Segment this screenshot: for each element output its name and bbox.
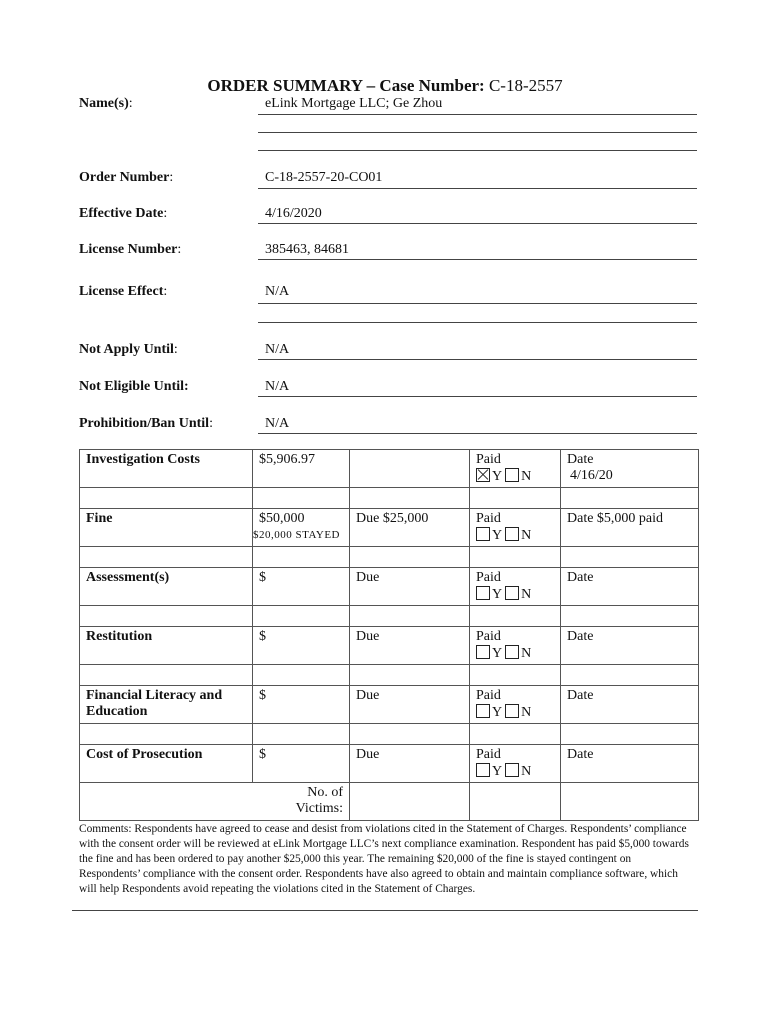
case-number: C-18-2557 <box>488 76 563 95</box>
row-amount <box>253 627 350 665</box>
paid-yes-checkbox[interactable] <box>476 763 490 777</box>
paid-checkboxes <box>476 527 554 544</box>
not-apply-line <box>258 359 697 360</box>
row-amount <box>253 509 350 547</box>
paid-label: Paid <box>476 747 501 762</box>
paid-no-checkbox[interactable] <box>505 586 519 600</box>
row-amount <box>253 450 350 488</box>
table-spacer-row <box>80 665 699 686</box>
row-date <box>561 568 699 606</box>
names-value: eLink Mortgage LLC; Ge Zhou <box>265 96 443 111</box>
table-spacer-row <box>80 488 699 509</box>
row-amount <box>253 568 350 606</box>
order-number-value: C-18-2557-20-CO01 <box>265 170 383 185</box>
order-number-label: Order Number: <box>79 170 174 185</box>
date-label: Date $5,000 paid <box>567 511 664 526</box>
paid-no-checkbox[interactable] <box>505 763 519 777</box>
not-apply-label: Not Apply Until: <box>79 342 178 357</box>
yes-label: Y <box>492 528 502 543</box>
paid-checkboxes <box>476 468 554 485</box>
row-category: Fine <box>80 509 253 547</box>
paid-label: Paid <box>476 570 501 585</box>
row-due <box>350 450 470 488</box>
date-label: Date <box>567 688 594 703</box>
amount-value: $ <box>259 747 266 762</box>
yes-label: Y <box>492 705 502 720</box>
amount-note: $20,000 STAYED <box>253 529 340 541</box>
row-category: Restitution <box>80 627 253 665</box>
paid-no-checkbox[interactable] <box>505 704 519 718</box>
payment-table <box>79 449 699 821</box>
names-line-2 <box>258 132 697 133</box>
row-category: Financial Literacy and Education <box>80 686 253 724</box>
names-line-1 <box>258 114 697 115</box>
table-row <box>80 568 699 606</box>
row-category: Investigation Costs <box>80 450 253 488</box>
paid-checkboxes <box>476 645 554 662</box>
row-category: Assessment(s) <box>80 568 253 606</box>
row-date <box>561 509 699 547</box>
paid-checkboxes <box>476 704 554 721</box>
amount-value: $50,000 <box>259 511 305 526</box>
prohibition-label: Prohibition/Ban Until: <box>79 416 213 431</box>
paid-label: Paid <box>476 511 501 526</box>
license-effect-line-1 <box>258 303 697 304</box>
order-number-line <box>258 188 697 189</box>
license-number-value: 385463, 84681 <box>265 242 349 257</box>
no-label: N <box>521 469 532 484</box>
row-due: Due <box>350 568 470 606</box>
row-date <box>561 450 699 488</box>
row-paid <box>470 627 561 665</box>
victims-count <box>350 783 470 821</box>
table-row <box>80 686 699 724</box>
no-label: N <box>521 646 532 661</box>
victims-label: No. of Victims: <box>80 783 350 821</box>
row-due: Due <box>350 627 470 665</box>
title-text: ORDER SUMMARY – Case Number: <box>207 76 485 95</box>
date-label: Date <box>567 629 594 644</box>
license-effect-line-2 <box>258 322 697 323</box>
names-line-3 <box>258 150 697 151</box>
row-date <box>561 745 699 783</box>
yes-label: Y <box>492 646 502 661</box>
row-amount <box>253 745 350 783</box>
victims-row <box>80 783 699 821</box>
date-value: 4/16/20 <box>570 468 613 483</box>
license-effect-value: N/A <box>265 284 290 299</box>
table-spacer-row <box>80 547 699 568</box>
effective-date-label: Effective Date: <box>79 206 168 221</box>
names-label: Name(s): <box>79 96 133 111</box>
effective-date-value: 4/16/2020 <box>265 206 322 221</box>
row-paid <box>470 509 561 547</box>
paid-yes-checkbox[interactable] <box>476 468 490 482</box>
table-spacer-row <box>80 606 699 627</box>
paid-no-checkbox[interactable] <box>505 527 519 541</box>
prohibition-line <box>258 433 697 434</box>
paid-yes-checkbox[interactable] <box>476 704 490 718</box>
yes-label: Y <box>492 587 502 602</box>
paid-checkboxes <box>476 763 554 780</box>
row-due: Due $25,000 <box>350 509 470 547</box>
table-spacer-row <box>80 724 699 745</box>
amount-value: $5,906.97 <box>259 452 315 467</box>
not-apply-value: N/A <box>265 342 290 357</box>
row-paid <box>470 686 561 724</box>
paid-no-checkbox[interactable] <box>505 468 519 482</box>
no-label: N <box>521 587 532 602</box>
license-number-label: License Number: <box>79 242 182 257</box>
paid-yes-checkbox[interactable] <box>476 586 490 600</box>
table-row <box>80 450 699 488</box>
date-label: Date <box>567 570 594 585</box>
paid-yes-checkbox[interactable] <box>476 527 490 541</box>
no-label: N <box>521 764 532 779</box>
row-date <box>561 627 699 665</box>
row-due: Due <box>350 686 470 724</box>
paid-label: Paid <box>476 629 501 644</box>
table-row <box>80 745 699 783</box>
no-label: N <box>521 705 532 720</box>
not-eligible-label: Not Eligible Until: <box>79 379 189 394</box>
row-paid <box>470 568 561 606</box>
paid-label: Paid <box>476 452 501 467</box>
comments: Comments: Respondents have agreed to cease and desist from violations cited in the Statement of Charges. Respondents’ compliance with the consent order will be reviewed at eLink Mortgage LLC’s next compliance examination. Respondent has paid $5,000 towards the fine and has been ordered to pay another $25,000 this year. The remaining $20,000 of the fine is stayed contingent on Respondents’ compliance with the consent order. Respondents have also agreed to obtain and maintain compliance software, which will help Respondents avoid repeating the violations cited in the Statement of Charges. <box>79 823 689 895</box>
row-date <box>561 686 699 724</box>
date-label: Date <box>567 747 594 762</box>
row-category: Cost of Prosecution <box>80 745 253 783</box>
effective-date-line <box>258 223 697 224</box>
row-due: Due <box>350 745 470 783</box>
not-eligible-value: N/A <box>265 379 290 394</box>
row-paid <box>470 745 561 783</box>
page-title <box>0 76 770 96</box>
row-paid <box>470 450 561 488</box>
license-effect-label: License Effect: <box>79 284 168 299</box>
yes-label: Y <box>492 469 502 484</box>
amount-value: $ <box>259 570 266 585</box>
amount-value: $ <box>259 629 266 644</box>
license-number-line <box>258 259 697 260</box>
paid-yes-checkbox[interactable] <box>476 645 490 659</box>
amount-value: $ <box>259 688 266 703</box>
paid-label: Paid <box>476 688 501 703</box>
paid-checkboxes <box>476 586 554 603</box>
paid-no-checkbox[interactable] <box>505 645 519 659</box>
no-label: N <box>521 528 532 543</box>
table-row <box>80 627 699 665</box>
prohibition-value: N/A <box>265 416 290 431</box>
yes-label: Y <box>492 764 502 779</box>
date-label: Date <box>567 452 594 467</box>
comments-line <box>72 910 698 911</box>
not-eligible-line <box>258 396 697 397</box>
row-amount <box>253 686 350 724</box>
table-row <box>80 509 699 547</box>
